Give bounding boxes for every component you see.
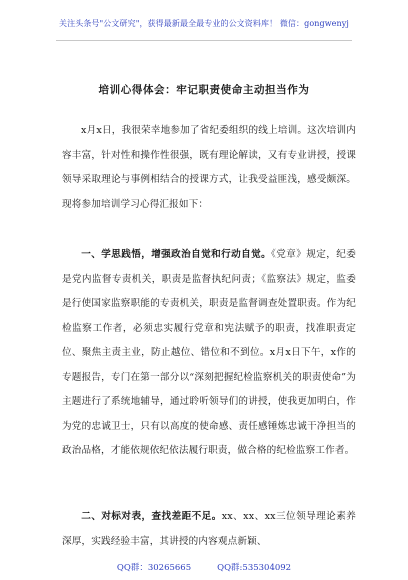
section-1-text: 《党章》规定，纪委是党内监督专责机关，职责是监督执纪问责；《监察法》规定，监委是行使国家监察职能的专责机关，职责是监督调查处置职责。作为纪检监察工作者，必须忠实履行党章和宪法赋予的职责，找准职责定位、聚焦主责主业，防止越位、错位和不到位。x月x日下午，x作的专题报告，专门在第一部分以“深刻把握纪检监察机关的职责使命”为主题进行了系统地辅导，通过聆听领导们的讲授，使我更加明白，作为党的忠诚卫士，只有以高度的使命感、责任感锤炼忠诚干净担当的政治品格，才能依规依纪依法履行职责，做合格的纪检监察工作者。 [62,249,356,456]
header-divider [56,40,352,41]
section-2-paragraph [62,505,356,554]
footer [0,561,408,573]
footer-qq-group-2: QQ群:535304092 [217,563,292,573]
section-1-heading: 一、学思践悟，增强政治自觉和行动自觉。 [81,249,272,260]
intro-text: x月x日，我很荣幸地参加了省纪委组织的线上培训。这次培训内容丰富，针对性和操作性很强，既有理论解读，又有专业讲授，授课领导采取理论与事例相结合的授课方式，让我受益匪浅，感受颇深。现将参加培训学习心得汇报如下： [62,125,356,210]
document-title: 培训心得体会：牢记职责使命主动担当作为 [98,84,310,96]
section-2-text: xx、xx、xx三位领导理论素养深厚，实践经验丰富，其讲授的内容观点新颖、 [62,511,356,547]
section-2-heading: 二、对标对表，查找差距不足。 [81,511,222,522]
header-banner: 关注头条号"公文研究"，获得最新最全最专业的公文资料库！ 微信：gongwenyj [59,19,349,28]
footer-qq-group-1: QQ群：30265665 [116,563,192,573]
intro-paragraph [62,119,356,217]
section-1-paragraph [62,243,356,464]
